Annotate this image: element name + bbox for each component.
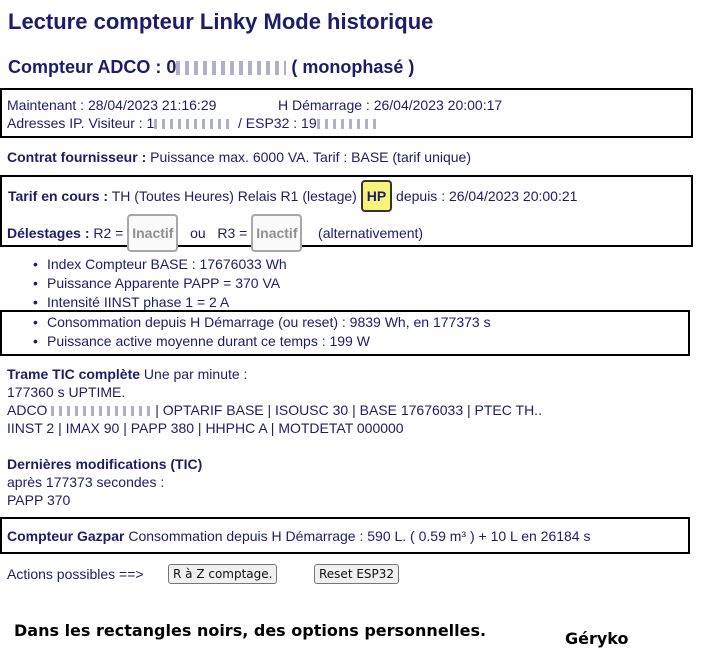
last-mod-papp: PAPP 370 (7, 492, 71, 508)
tic-line2: IINST 2 | IMAX 90 | PAPP 380 | HHPHC A | MOTDETAT 000000 (7, 420, 404, 436)
ip-esp32-redacted (317, 119, 377, 129)
last-mod-after: après 177373 secondes : (7, 474, 165, 490)
ip-line (7, 115, 229, 131)
r3-label: R3 = (213, 225, 252, 241)
alt-text: (alternativement) (318, 225, 424, 241)
tic-adco-label: ADCO (7, 402, 52, 418)
r2-label: R2 = (89, 225, 128, 241)
tic-uptime: 177360 s UPTIME. (7, 384, 126, 400)
gazpar-label: Compteur Gazpar (7, 528, 125, 544)
tic-line1-rest: | OPTARIF BASE | ISOUSC 30 | BASE 17676033 | PTEC TH.. (151, 402, 542, 418)
now-text: Maintenant : 28/04/2023 21:16:29 (7, 97, 217, 113)
tarif-line (8, 180, 577, 212)
tic-sub: Une par minute : (140, 366, 248, 382)
reset-esp32-button[interactable]: Reset ESP32 (314, 564, 399, 584)
tic-label: Trame TIC complète (7, 366, 141, 382)
r3-state-button[interactable]: Inactif (251, 214, 302, 252)
contract-label: Contrat fournisseur : (7, 149, 147, 165)
gazpar-line (7, 528, 590, 544)
delestage-label: Délestages : (7, 225, 90, 241)
conso-list (33, 313, 491, 351)
ip-visitor-redacted (154, 119, 229, 129)
r2-state-button[interactable]: Inactif (127, 214, 178, 252)
list-item: • Consommation depuis H Démarrage (ou reset) : 9839 Wh, en 177373 s (33, 313, 491, 332)
gazpar-text: Consommation depuis H Démarrage : 590 L. ( 0.59 m³ ) + 10 L en 26184 s (124, 528, 591, 544)
contract-line (7, 149, 471, 165)
author: Géryko (565, 629, 629, 648)
footer-note: Dans les rectangles noirs, des options personnelles. (14, 621, 487, 640)
tic-line1 (7, 402, 542, 418)
list-item: • Puissance active moyenne durant ce temps : 199 W (33, 332, 491, 351)
info-list (33, 255, 287, 312)
adco-redacted (176, 61, 286, 75)
hp-badge: HP (361, 180, 392, 212)
tic-heading (7, 366, 247, 382)
tarif-label: Tarif en cours : (8, 188, 109, 204)
contract-text: Puissance max. 6000 VA. Tarif : BASE (tarif unique) (146, 149, 471, 165)
list-item: • Intensité IINST phase 1 = 2 A (33, 293, 287, 312)
adco-suffix: ( monophasé ) (286, 57, 415, 77)
adco-label: Compteur ADCO : 0 (8, 57, 177, 77)
reset-count-button[interactable]: R à Z comptage. (168, 564, 277, 584)
list-item: • Puissance Apparente PAPP = 370 VA (33, 274, 287, 293)
start-text: H Démarrage : 26/04/2023 20:00:17 (278, 97, 503, 113)
tarif-since: depuis : 26/04/2023 20:00:21 (392, 188, 578, 204)
delestage-line (7, 214, 423, 252)
ip-esp32-label: / ESP32 : 19 (238, 115, 317, 131)
list-item: • Index Compteur BASE : 17676033 Wh (33, 255, 287, 274)
tarif-text: TH (Toutes Heures) Relais R1 (lestage) (108, 188, 361, 204)
esp32-line (238, 115, 377, 131)
actions-label: Actions possibles ==> (7, 566, 144, 582)
tic-adco-redacted (51, 406, 151, 416)
ou-text: ou (190, 225, 206, 241)
page-title: Lecture compteur Linky Mode historique (8, 9, 434, 34)
ip-visitor-label: Adresses IP. Visiteur : 1 (7, 115, 155, 131)
last-mod-heading: Dernières modifications (TIC) (7, 456, 203, 472)
adco-line (8, 57, 414, 78)
